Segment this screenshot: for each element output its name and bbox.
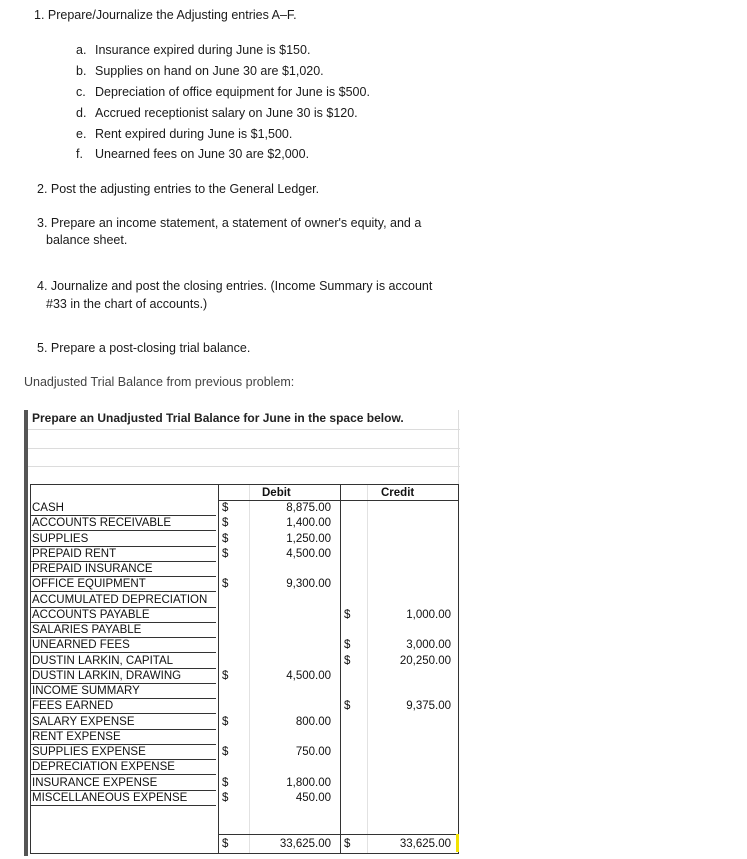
credit-amount: 20,250.00 <box>399 655 451 667</box>
total-debit-sign: $ <box>222 838 229 850</box>
account-name: SALARY EXPENSE <box>32 716 135 728</box>
account-name: MISCELLANEOUS EXPENSE <box>32 792 188 804</box>
credit-sign: $ <box>344 700 351 712</box>
instruction-4-line2: #33 in the chart of accounts.) <box>46 297 208 311</box>
account-name: FEES EARNED <box>32 700 114 712</box>
col-divider <box>340 485 341 853</box>
account-name: DUSTIN LARKIN, DRAWING <box>32 670 182 682</box>
credit-sign: $ <box>344 655 351 667</box>
entry-c-letter: c. <box>76 85 86 99</box>
sheet-left-border <box>24 410 28 856</box>
row-divider <box>31 591 216 592</box>
debit-sign: $ <box>222 670 229 682</box>
debit-sign: $ <box>222 548 229 560</box>
grid-line <box>28 429 460 430</box>
grid-line <box>28 448 460 449</box>
debit-sign: $ <box>222 578 229 590</box>
credit-amount: 3,000.00 <box>406 639 451 651</box>
entry-d-letter: d. <box>76 106 87 120</box>
entry-e-text: Rent expired during June is $1,500. <box>95 127 293 141</box>
debit-amount: 1,400.00 <box>286 517 331 529</box>
col-divider <box>218 485 219 853</box>
debit-amount: 8,875.00 <box>286 502 331 514</box>
instruction-4-line1: 4. Journalize and post the closing entries. (Income Summary is account <box>37 279 433 293</box>
account-name: DEPRECIATION EXPENSE <box>32 761 175 773</box>
total-line <box>218 834 458 835</box>
row-divider <box>31 652 216 653</box>
debit-sign: $ <box>222 746 229 758</box>
grid-line <box>458 410 459 484</box>
account-name: DUSTIN LARKIN, CAPITAL <box>32 655 174 667</box>
debit-amount: 750.00 <box>295 746 331 758</box>
cell-selection-marker[interactable] <box>456 834 459 852</box>
instruction-3-line2: balance sheet. <box>46 233 128 247</box>
row-divider <box>31 774 216 775</box>
row-divider <box>31 530 216 531</box>
account-name: PREPAID RENT <box>32 548 117 560</box>
debit-sign: $ <box>222 533 229 545</box>
credit-sign: $ <box>344 639 351 651</box>
instruction-5: 5. Prepare a post-closing trial balance. <box>37 341 251 355</box>
instruction-2: 2. Post the adjusting entries to the General Ledger. <box>37 182 320 196</box>
account-name: SUPPLIES <box>32 533 89 545</box>
account-name: SALARIES PAYABLE <box>32 624 142 636</box>
entry-b-letter: b. <box>76 64 87 78</box>
debit-amount: 4,500.00 <box>286 548 331 560</box>
header-underline <box>218 500 458 501</box>
debit-header: Debit <box>262 487 291 499</box>
entry-a-letter: a. <box>76 43 87 57</box>
total-debit: 33,625.00 <box>279 838 331 850</box>
entry-e-letter: e. <box>76 127 87 141</box>
account-name: ACCUMULATED DEPRECIATION <box>32 594 208 606</box>
debit-amount: 4,500.00 <box>286 670 331 682</box>
debit-sign: $ <box>222 777 229 789</box>
debit-amount: 450.00 <box>295 792 331 804</box>
debit-amount: 9,300.00 <box>286 578 331 590</box>
total-credit: 33,625.00 <box>399 838 451 850</box>
credit-amount: 1,000.00 <box>406 609 451 621</box>
account-name: SUPPLIES EXPENSE <box>32 746 146 758</box>
debit-sign: $ <box>222 502 229 514</box>
row-divider <box>31 805 216 806</box>
account-name: ACCOUNTS RECEIVABLE <box>32 517 172 529</box>
credit-amount: 9,375.00 <box>406 700 451 712</box>
entry-f-letter: f. <box>76 147 83 161</box>
grid-line <box>367 485 368 853</box>
grid-line <box>28 466 460 467</box>
debit-sign: $ <box>222 517 229 529</box>
account-name: UNEARNED FEES <box>32 639 130 651</box>
credit-header: Credit <box>381 487 415 499</box>
account-name: OFFICE EQUIPMENT <box>32 578 146 590</box>
entry-b-text: Supplies on hand on June 30 are $1,020. <box>95 64 324 78</box>
debit-sign: $ <box>222 792 229 804</box>
account-name: PREPAID INSURANCE <box>32 563 153 575</box>
caption: Unadjusted Trial Balance from previous problem: <box>24 375 295 389</box>
debit-amount: 1,800.00 <box>286 777 331 789</box>
total-credit-sign: $ <box>344 838 351 850</box>
entry-f-text: Unearned fees on June 30 are $2,000. <box>95 147 310 161</box>
account-name: ACCOUNTS PAYABLE <box>32 609 150 621</box>
account-name: RENT EXPENSE <box>32 731 121 743</box>
account-name: INCOME SUMMARY <box>32 685 140 697</box>
debit-amount: 1,250.00 <box>286 533 331 545</box>
debit-sign: $ <box>222 716 229 728</box>
entry-c-text: Depreciation of office equipment for June is $500. <box>95 85 370 99</box>
grid-line <box>249 485 250 853</box>
instruction-1: 1. Prepare/Journalize the Adjusting entries A–F. <box>34 8 297 22</box>
entry-a-text: Insurance expired during June is $150. <box>95 43 311 57</box>
entry-d-text: Accrued receptionist salary on June 30 is $120. <box>95 106 358 120</box>
account-name: CASH <box>32 502 64 514</box>
sheet-title: Prepare an Unadjusted Trial Balance for June in the space below. <box>32 411 404 425</box>
row-divider <box>31 713 216 714</box>
credit-sign: $ <box>344 609 351 621</box>
account-name: INSURANCE EXPENSE <box>32 777 158 789</box>
instruction-3-line1: 3. Prepare an income statement, a statement of owner's equity, and a <box>37 216 422 230</box>
debit-amount: 800.00 <box>295 716 331 728</box>
